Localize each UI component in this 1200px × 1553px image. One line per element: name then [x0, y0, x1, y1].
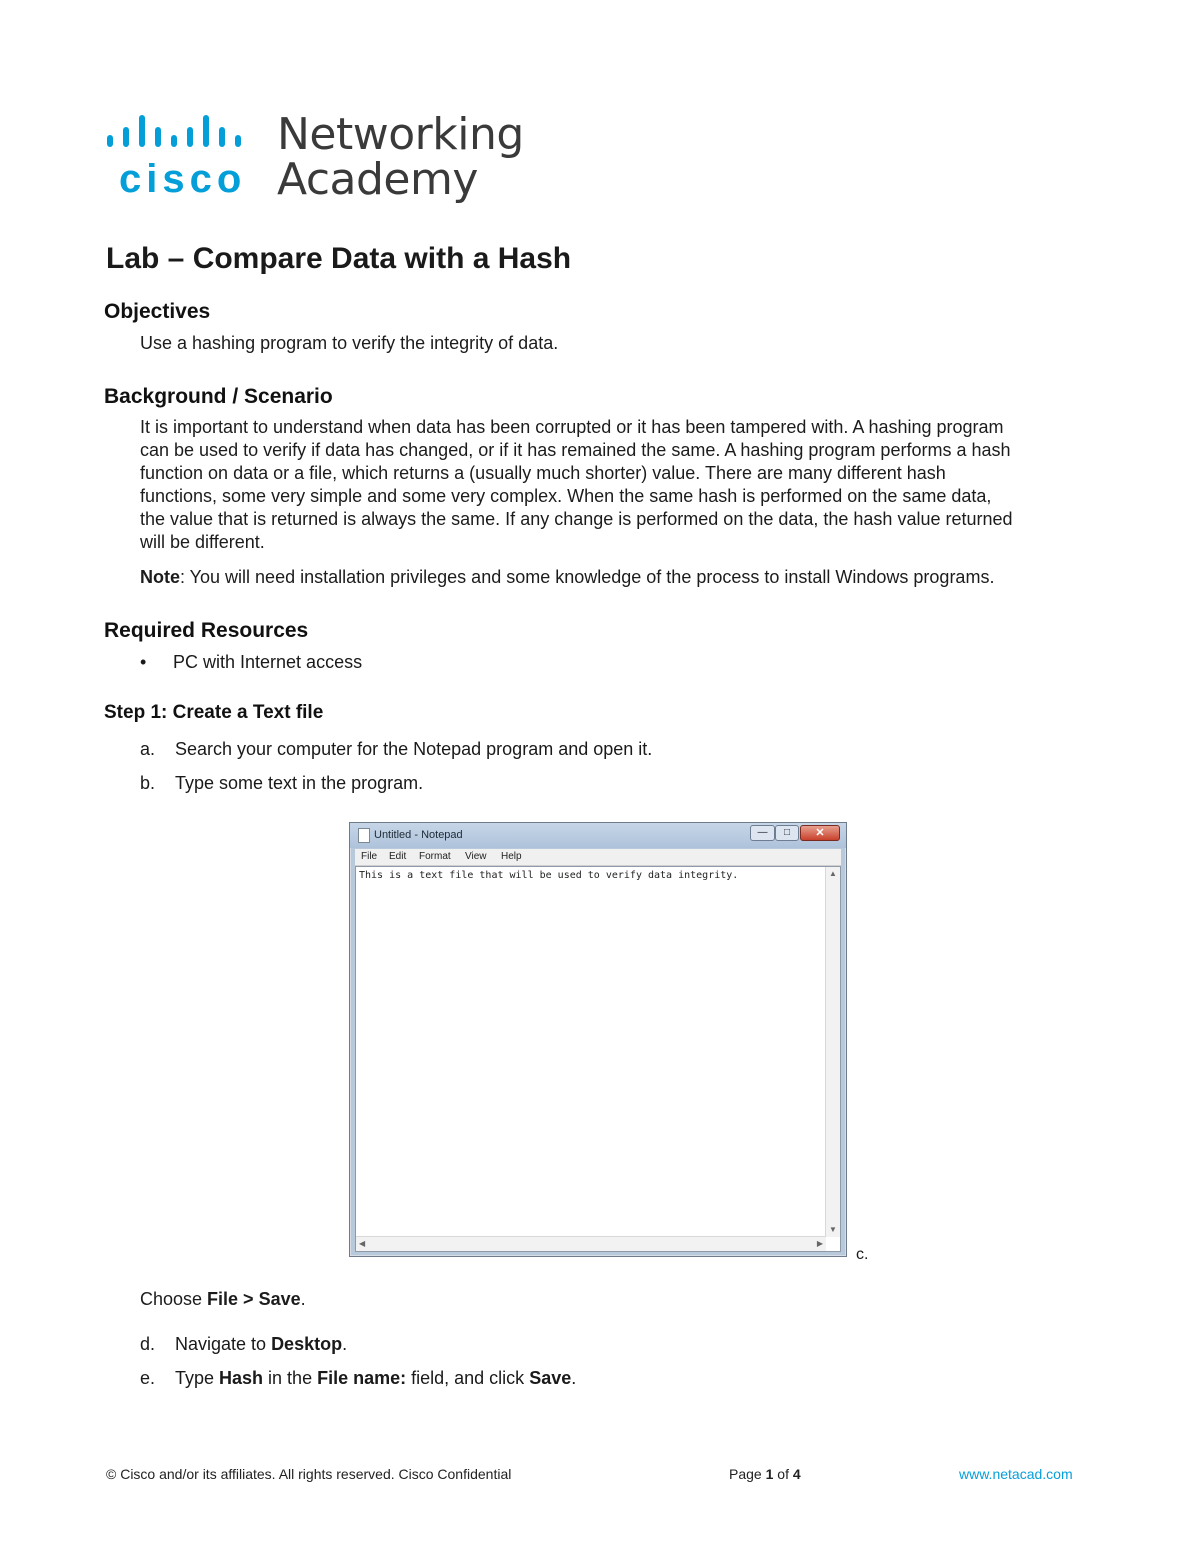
vertical-scrollbar[interactable] — [825, 867, 840, 1237]
step-d-text — [175, 1333, 347, 1356]
step-e-bold-save: Save — [529, 1368, 572, 1388]
background-line: the value that is returned is always the same. If any change is performed on the data, the hash value returned — [140, 509, 1013, 529]
logo-networking: Networking — [277, 109, 524, 160]
footer-page-number — [729, 1466, 801, 1482]
background-line: can be used to verify if data has changed, or if it has remained the same. A hashing program performs a hash — [140, 440, 1011, 460]
step-e-mid2: field, and click — [406, 1368, 530, 1388]
resource-item: PC with Internet access — [173, 652, 363, 672]
resources-heading: Required Resources — [104, 619, 309, 642]
scroll-down-icon[interactable]: ▼ — [829, 1225, 837, 1234]
notepad-text-area[interactable] — [355, 866, 841, 1252]
cisco-wordmark: cisco — [119, 157, 247, 201]
background-line: functions, some very simple and some very complex. When the same hash is performed on the same data, — [140, 486, 992, 506]
menu-help[interactable]: Help — [501, 851, 522, 862]
background-heading: Background / Scenario — [104, 385, 333, 408]
step-e-mid1: in the — [263, 1368, 318, 1388]
page-total: 4 — [792, 1466, 801, 1482]
notepad-menubar — [355, 849, 841, 866]
step-b-label: b. — [140, 773, 156, 793]
notepad-document-icon — [358, 828, 370, 843]
step-e-post: . — [571, 1368, 577, 1388]
step-c-post: . — [300, 1289, 306, 1309]
note-label: Note — [140, 567, 180, 587]
page-of: of — [773, 1466, 793, 1482]
step1-heading: Step 1: Create a Text file — [104, 702, 324, 723]
cisco-bars-icon — [105, 113, 255, 149]
menu-view[interactable]: View — [465, 851, 487, 862]
scroll-right-icon[interactable]: ▶ — [816, 1239, 823, 1248]
step-e-text — [175, 1367, 576, 1390]
maximize-button[interactable]: □ — [775, 825, 799, 841]
background-line: will be different. — [140, 532, 265, 552]
step-c-label: c. — [856, 1246, 869, 1263]
step-d-post: . — [342, 1334, 348, 1354]
step-c-pre: Choose — [140, 1289, 208, 1309]
background-line: function on data or a file, which returns a (usually much shorter) value. There are many different hash — [140, 463, 946, 483]
menu-file[interactable]: File — [361, 851, 378, 862]
menu-edit[interactable]: Edit — [389, 851, 407, 862]
note-text: : You will need installation privileges and some knowledge of the process to install Windows programs. — [180, 567, 995, 587]
footer-url-link[interactable]: www.netacad.com — [959, 1466, 1073, 1482]
objectives-heading: Objectives — [104, 300, 211, 323]
cisco-networking-academy-logo — [105, 108, 525, 208]
step-e-bold-filename: File name: — [317, 1368, 407, 1388]
notepad-content: This is a text file that will be used to verify data integrity. — [359, 870, 739, 881]
minimize-button[interactable]: — — [750, 825, 775, 841]
step-a-label: a. — [140, 739, 156, 759]
notepad-window-title: Untitled - Notepad — [374, 829, 463, 841]
page-title: Lab – Compare Data with a Hash — [106, 242, 572, 275]
horizontal-scrollbar[interactable] — [356, 1236, 826, 1251]
page-prefix: Page — [729, 1466, 766, 1482]
notepad-screenshot — [349, 822, 847, 1257]
background-paragraph — [140, 416, 1100, 554]
footer-copyright: © Cisco and/or its affiliates. All rights reserved. Cisco Confidential — [106, 1466, 512, 1482]
step-d-bold: Desktop — [271, 1334, 343, 1354]
step-e-bold-hash: Hash — [219, 1368, 264, 1388]
step-c-bold: File > Save — [207, 1289, 301, 1309]
step-e-pre: Type — [175, 1368, 220, 1388]
objectives-text: Use a hashing program to verify the integrity of data. — [140, 333, 559, 353]
notepad-titlebar — [350, 823, 846, 848]
scroll-left-icon[interactable]: ◀ — [359, 1239, 366, 1248]
note-paragraph — [140, 566, 1100, 589]
bullet: • — [140, 652, 147, 672]
close-button[interactable]: ✕ — [800, 825, 840, 841]
step-c-text — [140, 1288, 306, 1311]
step-b-text: Type some text in the program. — [175, 773, 424, 793]
step-d-pre: Navigate to — [175, 1334, 272, 1354]
step-a-text: Search your computer for the Notepad program and open it. — [175, 739, 653, 759]
page-current: 1 — [765, 1466, 774, 1482]
step-e-label: e. — [140, 1368, 156, 1388]
scroll-up-icon[interactable]: ▲ — [829, 869, 837, 878]
background-line: It is important to understand when data has been corrupted or it has been tampered with. A hashing program — [140, 417, 1004, 437]
step-d-label: d. — [140, 1334, 156, 1354]
logo-academy: Academy — [277, 154, 478, 205]
menu-format[interactable]: Format — [419, 851, 451, 862]
